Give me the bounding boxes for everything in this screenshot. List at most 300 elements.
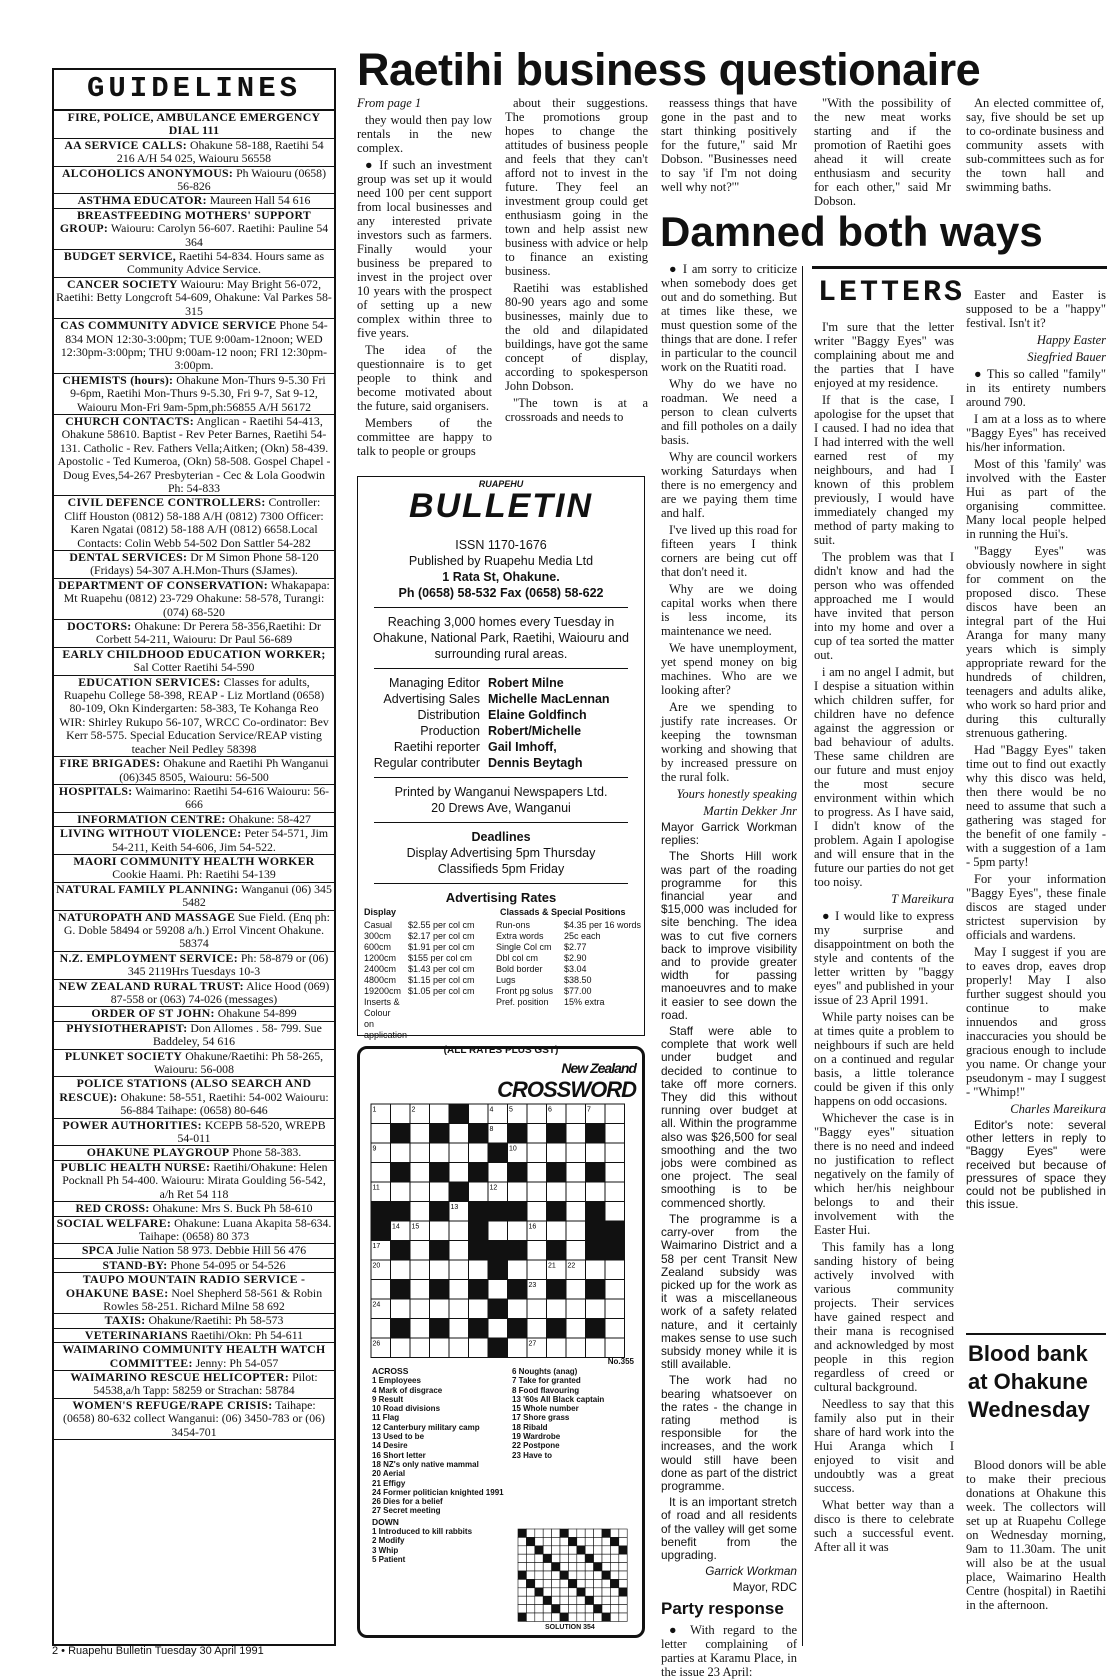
crossword-cell[interactable] (566, 1104, 586, 1124)
paragraph: Had "Baggy Eyes" taken time out to find out exactly why this disco was held, then there would be no need to assume that such a gathering was staged for the benefit of one family - with a suggestion of a 1am - 5pm party! (966, 743, 1106, 869)
solution-cell (568, 1546, 576, 1554)
crossword-cell[interactable] (449, 1163, 469, 1183)
guideline-heading: NATUROPATH AND MASSAGE (58, 909, 236, 924)
solution-cell (535, 1588, 543, 1596)
guideline-body: Phone 54-834 MON 12:30-3:00pm; TUE 9:00am-12noon; WED 12:30pm-3:00pm; THU 9:00am-12 noon; FRI 12:30pm-3:00pm. (60, 318, 328, 373)
crossword-cell[interactable] (371, 1124, 391, 1144)
solution-cell (518, 1546, 526, 1554)
staff-row (358, 691, 644, 707)
solution-cell (560, 1563, 568, 1571)
crossword-cell[interactable] (527, 1104, 547, 1124)
solution-cell (568, 1613, 576, 1621)
crossword-title (497, 1057, 636, 1101)
staff-row (358, 723, 644, 739)
solution-cell (594, 1537, 602, 1545)
solution-cell (568, 1554, 576, 1562)
rate-value: 25c each (564, 931, 601, 941)
crossword-cell[interactable] (410, 1319, 430, 1339)
clue: 1 Introduced to kill rabbits (372, 1527, 473, 1537)
solution-cell (526, 1571, 534, 1579)
clue: 18 NZ's only native mammal (372, 1459, 479, 1469)
crossword-cell[interactable] (527, 1143, 547, 1163)
crossword-cell[interactable] (469, 1338, 489, 1358)
crossword-black-cell (469, 1124, 489, 1144)
solution-cell (610, 1588, 618, 1596)
crossword-cell[interactable] (566, 1221, 586, 1241)
solution-cell (543, 1613, 551, 1621)
across-head: ACROSS (372, 1366, 409, 1376)
guideline-heading: NATURAL FAMILY PLANNING: (56, 881, 239, 896)
solution-cell (602, 1605, 610, 1613)
crossword-cell[interactable] (391, 1260, 411, 1280)
signature-charles: Charles Mareikura (1010, 1102, 1106, 1116)
guideline-entry (54, 855, 334, 883)
crossword-cell[interactable] (449, 1280, 469, 1300)
crossword-cell[interactable] (566, 1202, 586, 1222)
bulletin-masthead-box (357, 476, 645, 1056)
solution-cell (585, 1554, 593, 1562)
rate-row (364, 975, 496, 986)
paragraph: This family has a long sanding history of being actively involved with various community projects. Their services have gained respect and their mana is recognised and acknowledged by most people in this region regardless of creed or cultural background. (814, 1240, 954, 1394)
party-intro: ● With regard to the letter complaining of parties at Karamu Place, in the issue 23 April: (661, 1622, 797, 1679)
crossword-cell[interactable] (488, 1221, 508, 1241)
guideline-entry (54, 1217, 334, 1245)
clue: 3 Whip (372, 1545, 399, 1555)
rate-value: $2.55 per col cm (408, 920, 475, 930)
guideline-entry (54, 139, 334, 167)
guideline-entry (54, 1007, 334, 1021)
crossword-cell[interactable] (605, 1319, 625, 1339)
crossword-cell[interactable] (430, 1338, 450, 1358)
solution-cell (560, 1588, 568, 1596)
solution-cell (552, 1546, 560, 1554)
crossword-cell[interactable] (430, 1143, 450, 1163)
guideline-entry (54, 579, 334, 620)
crossword-cell[interactable] (430, 1260, 450, 1280)
solution-cell (518, 1579, 526, 1587)
crossword-cell[interactable] (605, 1338, 625, 1358)
crossword-cell[interactable] (410, 1299, 430, 1319)
guideline-entry (54, 1119, 334, 1147)
staff-role: Production (420, 724, 480, 738)
crossword-cell[interactable] (449, 1299, 469, 1319)
guideline-heading: MAORI COMMUNITY HEALTH WORKER (73, 853, 315, 868)
clue: 24 Former politician knighted 1991 (372, 1487, 504, 1497)
crossword-cell[interactable] (508, 1221, 528, 1241)
crossword-cell[interactable] (410, 1124, 430, 1144)
crossword-black-cell (449, 1182, 469, 1202)
crossword-cell[interactable] (566, 1182, 586, 1202)
clue: 11 Flag (372, 1413, 400, 1423)
solution-cell (560, 1579, 568, 1587)
solution-cell (568, 1571, 576, 1579)
crossword-cell[interactable] (449, 1319, 469, 1339)
staff-name: Robert Milne (488, 676, 564, 690)
guideline-body: Ohakune: Mrs S. Buck Ph 58-610 (152, 1201, 313, 1216)
crossword-cell[interactable] (430, 1221, 450, 1241)
rate-row (364, 1019, 496, 1041)
solution-cell (543, 1554, 551, 1562)
article1-col1 (357, 96, 492, 472)
solution-label: SOLUTION 354 (545, 1624, 595, 1631)
crossword-cell[interactable] (488, 1280, 508, 1300)
crossword-cell[interactable] (371, 1163, 391, 1183)
crossword-cell[interactable] (410, 1338, 430, 1358)
crossword-cell[interactable] (547, 1221, 567, 1241)
guideline-heading: TAUPO MOUNTAIN RADIO SERVICE - OHAKUNE BASE: (65, 1272, 306, 1300)
crossword-cell[interactable] (566, 1299, 586, 1319)
rate-row (496, 975, 644, 986)
crossword-cell[interactable] (527, 1319, 547, 1339)
guideline-heading: CHEMISTS (hours): (62, 372, 174, 387)
rate-label: 4800cm (364, 975, 397, 985)
crossword-cell[interactable] (371, 1319, 391, 1339)
solution-cell (619, 1596, 627, 1604)
solution-cell (535, 1554, 543, 1562)
crossword-cell[interactable] (605, 1260, 625, 1280)
solution-cell (518, 1571, 526, 1579)
crossword-cell[interactable] (410, 1260, 430, 1280)
guideline-entry (54, 648, 334, 676)
solution-cell (568, 1537, 576, 1545)
solution-cell (585, 1537, 593, 1545)
solution-cell (518, 1613, 526, 1621)
crossword-cell[interactable] (586, 1143, 606, 1163)
rate-row (364, 964, 496, 975)
crossword-cell[interactable] (586, 1182, 606, 1202)
guideline-entry (54, 980, 334, 1008)
crossword-cell[interactable] (547, 1182, 567, 1202)
paragraph: "With the possibility of the new meat works starting and if the promotion of Raetihi goes ahead it will create enthusiasm and security for each other," said Mr Dobson. (814, 96, 951, 208)
letters-rule (812, 266, 1107, 269)
guideline-entry (54, 250, 334, 278)
crossword-cell[interactable] (547, 1143, 567, 1163)
solution-cell (518, 1563, 526, 1571)
crossword-cell[interactable] (410, 1280, 430, 1300)
crossword-black-cell (586, 1221, 606, 1241)
rate-label: Bold border (496, 964, 543, 974)
paragraph: ● I am sorry to criticize when somebody does get out and do something. But at times like these, we must question some of the things that are done. I refer in particular to the council work on the Ruatiti road. (661, 262, 797, 374)
solution-cell (560, 1596, 568, 1604)
staff-role: Distribution (417, 708, 480, 722)
crossword-cell[interactable] (469, 1143, 489, 1163)
staff-row (358, 707, 644, 723)
crossword-cell[interactable] (449, 1124, 469, 1144)
paragraph: Raetihi was established 80-90 years ago and some businesses, mainly due to the old and dilapidated buildings, have got the same concept of display, according to spokesperson John Dobson. (505, 281, 648, 393)
solution-cell (602, 1537, 610, 1545)
crossword-cell[interactable] (527, 1202, 547, 1222)
crossword-clue-number: 6 (548, 1106, 552, 1114)
guideline-heading: AA SERVICE CALLS: (64, 137, 188, 152)
crossword-cell[interactable] (566, 1338, 586, 1358)
crossword-cell[interactable] (391, 1182, 411, 1202)
solution-cell (610, 1571, 618, 1579)
crossword-cell[interactable] (508, 1260, 528, 1280)
crossword-cell[interactable] (430, 1299, 450, 1319)
crossword-clue-number: 27 (528, 1340, 537, 1348)
crossword-cell[interactable] (469, 1260, 489, 1280)
guideline-entry (54, 1022, 334, 1050)
guideline-body: Raetihi/Ohakune: Helen Pocknall Ph 54-400. Waiouru: Mirata Goulding 56-542, a/h Ret 54 118 (62, 1159, 328, 1201)
deadline-display: Display Advertising 5pm Thursday (406, 846, 596, 860)
clue: 26 Dies for a belief (372, 1497, 443, 1507)
crossword-cell[interactable] (566, 1163, 586, 1183)
crossword-cell[interactable] (605, 1143, 625, 1163)
crossword-grid[interactable] (370, 1103, 634, 1353)
crossword-black-cell (586, 1202, 606, 1222)
crossword-cell[interactable] (391, 1299, 411, 1319)
crossword-cell[interactable] (508, 1299, 528, 1319)
clue: 6 Noughts (anag) (512, 1367, 578, 1376)
solution-cell (577, 1579, 585, 1587)
crossword-cell[interactable] (410, 1241, 430, 1261)
solution-cell (543, 1546, 551, 1554)
crossword-black-cell (391, 1280, 411, 1300)
guideline-body: Waiouru: May Bright 56-072, Raetihi: Betty Longcroft 54-609, Ohakune: Val Parkes 58-315 (56, 276, 332, 318)
crossword-cell[interactable] (566, 1124, 586, 1144)
crossword-cell[interactable] (508, 1338, 528, 1358)
down-list (372, 1527, 520, 1564)
blood-rule (966, 1333, 1106, 1335)
crossword-black-cell (547, 1280, 567, 1300)
crossword-cell[interactable] (488, 1163, 508, 1183)
crossword-cell[interactable] (566, 1280, 586, 1300)
crossword-black-cell (430, 1280, 450, 1300)
clue: 13 '60s All Black captain (512, 1394, 605, 1404)
paragraph: What better way than a disco is there to celebrate such a successful event. After all it was (814, 1498, 954, 1554)
crossword-cell[interactable] (547, 1338, 567, 1358)
solution-cell (610, 1554, 618, 1562)
paragraph: ● If such an investment group was set up it would need 100 per cent support from local businesses and any interested private investors such as farmers. Finally would your business be prepared to invest in the project over 10 years with the prospect of setting up a new complex within three to five years. (357, 158, 492, 340)
solution-cell (535, 1605, 543, 1613)
crossword-clue-number: 10 (509, 1145, 517, 1153)
crossword-black-cell (508, 1124, 528, 1144)
paragraph: I've lived up this road for fifteen years I think corners are being cut off that don't need it. (661, 523, 797, 579)
deadline-classifieds: Classifieds 5pm Friday (437, 862, 565, 876)
crossword-cell[interactable] (566, 1241, 586, 1261)
crossword-cell[interactable] (449, 1260, 469, 1280)
crossword-cell[interactable] (527, 1241, 547, 1261)
letters-title: LETTERS (818, 276, 966, 310)
crossword-clue-number: 22 (567, 1262, 576, 1270)
guideline-entry (54, 827, 334, 855)
crossword-cell[interactable] (391, 1143, 411, 1163)
crossword-black-cell (605, 1221, 625, 1241)
crossword-cell[interactable] (410, 1143, 430, 1163)
address: 1 Rata St, Ohakune. (442, 570, 560, 584)
deadlines-title: Deadlines (471, 830, 531, 844)
classads-head: Classads & Special Positions (500, 907, 626, 917)
guideline-body: Sue Field. (Enq ph: G. Doble 58494 or 59208 a/h.) Errol Vincent Ohakune. 58374 (63, 909, 330, 951)
crossword-cell[interactable] (449, 1338, 469, 1358)
solution-cell (577, 1571, 585, 1579)
guideline-heading: ALCOHOLICS ANONYMOUS: (61, 165, 234, 180)
guideline-entry (54, 496, 334, 551)
staff-row (358, 675, 644, 691)
divider (374, 777, 628, 778)
class-rates (496, 920, 644, 1041)
solution-cell (535, 1596, 543, 1604)
crossword-cell[interactable] (410, 1202, 430, 1222)
solution-cell (568, 1563, 576, 1571)
crossword-cell[interactable] (410, 1163, 430, 1183)
signature-martin: Martin Dekker Jnr (703, 804, 797, 818)
solution-cell (543, 1605, 551, 1613)
rate-row (364, 942, 496, 953)
paragraph: "The town is at a crossroads and needs to (505, 396, 648, 424)
crossword-black-cell (430, 1241, 450, 1261)
rate-row (364, 931, 496, 942)
crossword-cell[interactable] (449, 1143, 469, 1163)
crossword-cell[interactable] (527, 1299, 547, 1319)
rate-row (364, 953, 496, 964)
solution-cell (585, 1613, 593, 1621)
solution-cell (602, 1579, 610, 1587)
guideline-heading: STAND-BY: (102, 1257, 168, 1272)
solution-cell (577, 1605, 585, 1613)
clue: 14 Desire (372, 1441, 408, 1451)
bulletin-logo: BULLETIN (408, 487, 594, 525)
crossword-clue-number: 9 (372, 1145, 377, 1153)
crossword-cell[interactable] (391, 1104, 411, 1124)
crossword-number: No.355 (607, 1357, 634, 1366)
guideline-entry (54, 1244, 334, 1258)
crossword-cell[interactable] (430, 1182, 450, 1202)
solution-cell (535, 1579, 543, 1587)
crossword-cell[interactable] (605, 1182, 625, 1202)
crossword-clue-number: 15 (411, 1223, 420, 1231)
rate-label: Dbl col cm (496, 953, 539, 963)
guideline-entry (54, 757, 334, 785)
crossword-cell[interactable] (605, 1280, 625, 1300)
solution-cell (526, 1588, 534, 1596)
crossword-cell[interactable] (605, 1124, 625, 1144)
guideline-body: Whakapapa: Mt Ruapehu (0812) 23-729 Ohakune: 58-578, Turangi: (074) 68-520 (63, 577, 330, 619)
guideline-entry (54, 1343, 334, 1371)
crossword-cell[interactable] (449, 1221, 469, 1241)
solution-cell (619, 1537, 627, 1545)
crossword-black-cell (586, 1124, 606, 1144)
rates-headers (358, 907, 644, 918)
phone-fax: Ph (0658) 58-532 Fax (0658) 58-622 (398, 586, 604, 600)
crossword-cell[interactable] (469, 1104, 489, 1124)
solution-cell (585, 1605, 593, 1613)
guideline-heading: FIRE, POLICE, AMBULANCE EMERGENCY DIAL 111 (67, 110, 321, 138)
solution-cell (568, 1579, 576, 1587)
solution-cell (560, 1554, 568, 1562)
solution-cell (594, 1588, 602, 1596)
solution-cell (594, 1546, 602, 1554)
guideline-entry (54, 1371, 334, 1399)
crossword-cell[interactable] (469, 1182, 489, 1202)
guideline-heading: ORDER OF ST JOHN: (91, 1006, 215, 1021)
crossword-cell[interactable] (547, 1299, 567, 1319)
crossword-cell[interactable] (371, 1280, 391, 1300)
crossword-cell[interactable] (586, 1260, 606, 1280)
solution-cell (610, 1563, 618, 1571)
reach-statement: Reaching 3,000 homes every Tuesday in Ohakune, National Park, Raetihi, Waiouru and surrounding rural areas. (373, 615, 629, 661)
crossword-cell[interactable] (566, 1319, 586, 1339)
solution-cell (526, 1596, 534, 1604)
rate-value (408, 1019, 488, 1041)
paragraph: Why are we doing capital works when there is less income, its maintenance we need. (661, 582, 797, 638)
solution-cell (619, 1588, 627, 1596)
crossword-cell[interactable] (527, 1163, 547, 1183)
guideline-heading: SPCA (81, 1243, 114, 1258)
article1-col3 (661, 96, 797, 206)
crossword-cell[interactable] (527, 1260, 547, 1280)
crossword-cell[interactable] (430, 1104, 450, 1124)
divider (374, 668, 628, 669)
crossword-clue-number: 21 (548, 1262, 556, 1270)
guideline-entry (54, 319, 334, 374)
crossword-solution-grid (518, 1529, 628, 1629)
crossword-cell[interactable] (488, 1319, 508, 1339)
paragraph: If that is the case, I apologise for the upset that I caused. I had no idea that I had interred with the well earned rest of my neighbours, and had I known of this problem previously, I would have immediately changed my method of party making to suit. (814, 393, 954, 547)
letters-col2-a (966, 288, 1106, 330)
guideline-body: Raetihi/Okn: Ph 54-611 (190, 1327, 304, 1342)
crossword-cell[interactable] (527, 1124, 547, 1144)
solution-cell (535, 1571, 543, 1579)
guideline-entry (54, 676, 334, 757)
crossword-black-cell (605, 1241, 625, 1261)
letters-col1-a (814, 320, 954, 889)
solution-cell (552, 1613, 560, 1621)
crossword-cell[interactable] (391, 1338, 411, 1358)
crossword-cell[interactable] (410, 1182, 430, 1202)
guideline-heading: CIVIL DEFENCE CONTROLLERS: (67, 495, 266, 510)
solution-cell (518, 1554, 526, 1562)
crossword-black-cell (508, 1280, 528, 1300)
solution-cell (543, 1596, 551, 1604)
crossword-black-cell (469, 1280, 489, 1300)
crossword-cell[interactable] (527, 1182, 547, 1202)
guideline-entry (54, 785, 334, 813)
guideline-body: Ohakune: Luana Akapita 58-634. Taihape: (0658) 80 373 (138, 1215, 332, 1243)
guideline-heading: PHYSIOTHERAPIST: (66, 1020, 188, 1035)
paragraph: Staff were able to complete that work well under budget and decided to continue to take off more corners. They did this without running over budget at all. Within the programme also was $26,500 for seal smoothing and the two jobs were combined as one project. The seal smoothing is to be commenced shortly. (661, 1024, 797, 1210)
crossword-cell[interactable] (605, 1299, 625, 1319)
crossword-black-cell (371, 1221, 391, 1241)
paragraph: For your information "Baggy Eyes", these finale discos are staged under strictest supervision by officials and wardens. (966, 872, 1106, 942)
crossword-cell[interactable] (605, 1163, 625, 1183)
crossword-box (357, 1046, 645, 1638)
solution-cell (526, 1546, 534, 1554)
rate-value: 15% extra (564, 997, 605, 1007)
solution-cell (619, 1554, 627, 1562)
signature-bauer: Siegfried Bauer (1027, 350, 1106, 364)
staff-row (358, 739, 644, 755)
crossword-cell[interactable] (586, 1299, 606, 1319)
staff-name: Dennis Beytagh (488, 756, 583, 770)
crossword-cell[interactable] (586, 1338, 606, 1358)
rate-label: Extra words (496, 931, 544, 941)
guideline-heading: VETERINARIANS (84, 1327, 188, 1342)
staff-role: Raetihi reporter (393, 740, 480, 754)
guideline-entry (54, 209, 334, 250)
guidelines-title: GUIDELINES (54, 70, 334, 111)
crossword-cell[interactable] (508, 1182, 528, 1202)
crossword-cell[interactable] (605, 1104, 625, 1124)
divider (374, 883, 628, 884)
staff-name: Robert/Michelle (488, 724, 582, 738)
solution-cell (560, 1571, 568, 1579)
crossword-cell[interactable] (605, 1202, 625, 1222)
crossword-cell[interactable] (469, 1299, 489, 1319)
paragraph: i am no angel I admit, but I despise a situation within which children suffer, for children have no defence against the aggression or bad behaviour of adults. These same children are our future and must enjoy the most secure environment within which to progress. As I have said, I didn't know of the problem. Again I apologise and will ensure that in the future our parties do not get too noisy. (814, 665, 954, 889)
crossword-cell[interactable] (566, 1143, 586, 1163)
crossword-cell[interactable] (449, 1241, 469, 1261)
